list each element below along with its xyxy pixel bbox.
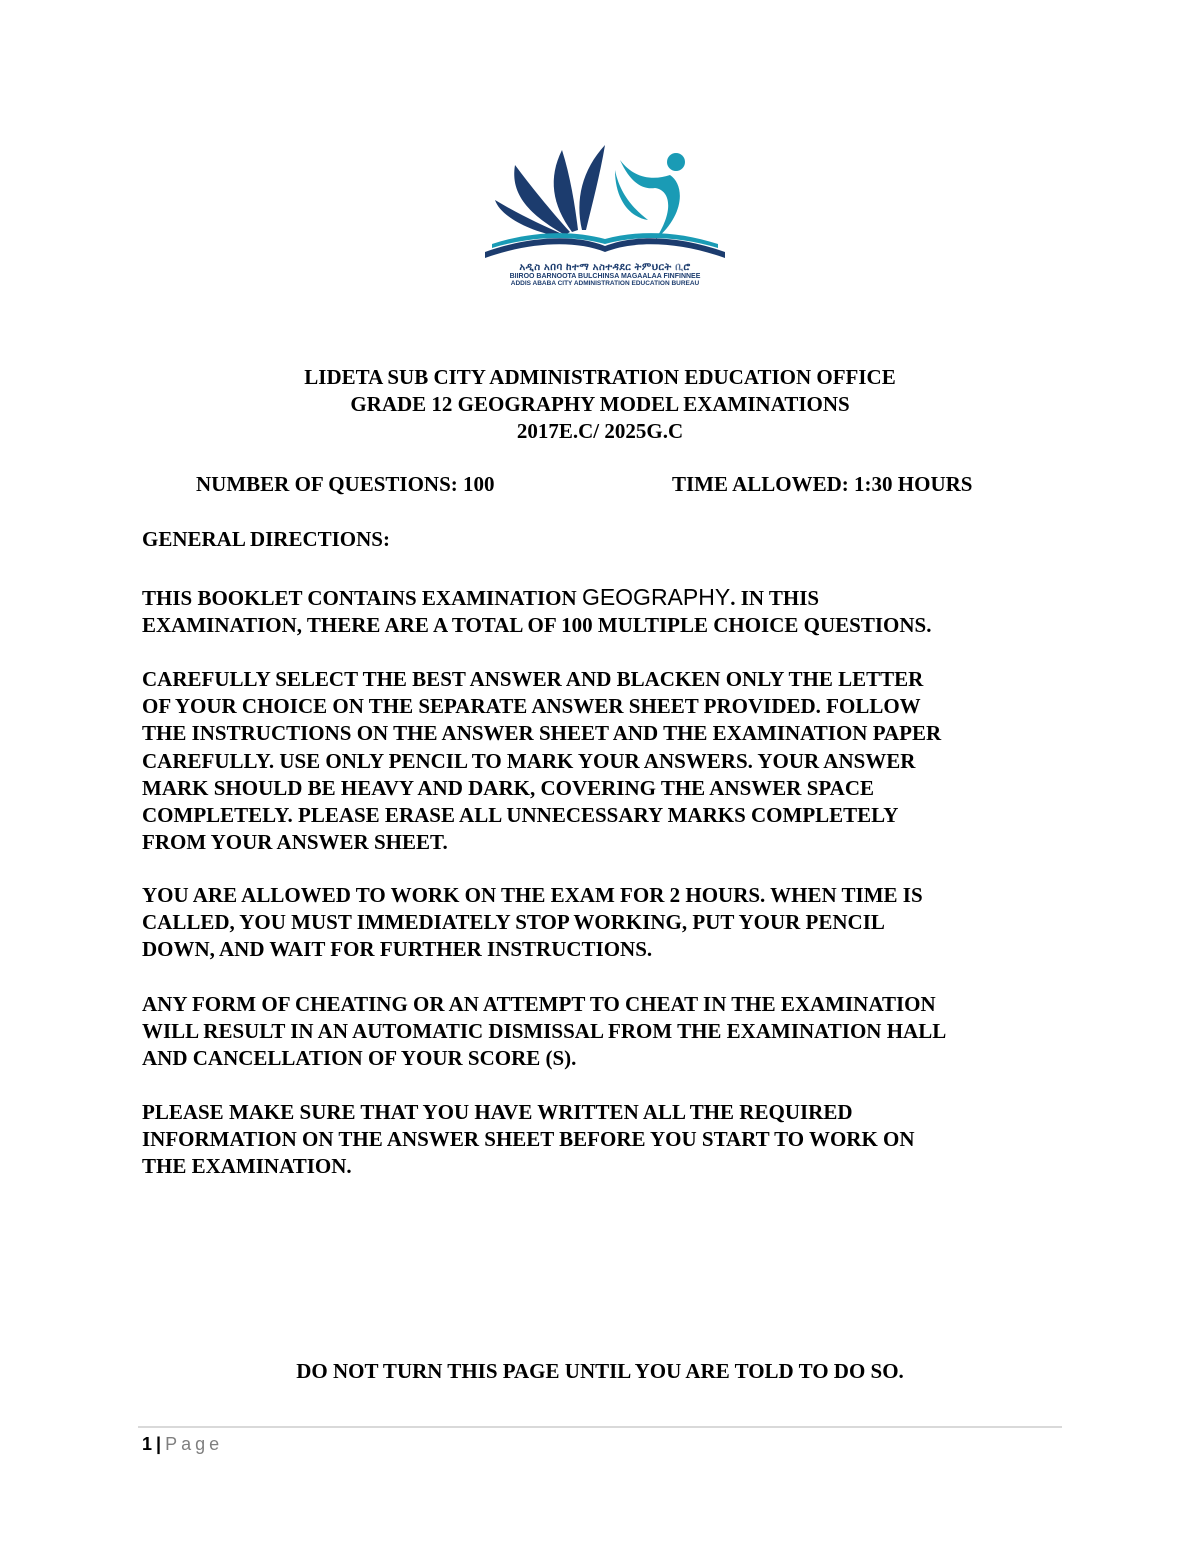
logo-amharic-text: አዲስ አበባ ከተማ አስተዳደር ትምህርት ቢሮ: [519, 262, 691, 273]
paragraph-line: COMPLETELY. PLEASE ERASE ALL UNNECESSARY MARKS COMPLETELY: [142, 803, 899, 828]
book-and-figure-logo-icon: [470, 140, 740, 265]
page-footer: [142, 1434, 223, 1455]
logo-oromo-text: BIIROO BARNOOTA BULCHINSA MAGAALAA FINFINNEE: [509, 273, 701, 280]
subject-name: GEOGRAPHY: [581, 584, 731, 610]
exam-year: 2017E.C/ 2025G.C: [516, 419, 684, 443]
page-separator: |: [156, 1434, 162, 1454]
paragraph-line: EXAMINATION, THERE ARE A TOTAL OF 100 MULTIPLE CHOICE QUESTIONS.: [142, 613, 932, 638]
paragraph-line: CAREFULLY. USE ONLY PENCIL TO MARK YOUR ANSWERS. YOUR ANSWER: [142, 748, 916, 773]
text-segment: THIS BOOKLET CONTAINS EXAMINATION: [142, 586, 582, 610]
footer-divider: [138, 1426, 1062, 1428]
paragraph-line: INFORMATION ON THE ANSWER SHEET BEFORE YOU START TO WORK ON: [142, 1127, 915, 1152]
paragraph-line: ANY FORM OF CHEATING OR AN ATTEMPT TO CHEAT IN THE EXAMINATION: [142, 992, 936, 1016]
paragraph-line: THE EXAMINATION.: [142, 1154, 352, 1179]
number-of-questions: NUMBER OF QUESTIONS: 100: [196, 472, 495, 496]
paragraph-line: OF YOUR CHOICE ON THE SEPARATE ANSWER SHEET PROVIDED. FOLLOW: [142, 694, 921, 719]
page-number: 1: [142, 1434, 153, 1454]
paragraph-line: CALLED, YOU MUST IMMEDIATELY STOP WORKING, PUT YOUR PENCIL: [142, 910, 885, 935]
paragraph-line: [142, 584, 1072, 612]
paragraph-line: THE INSTRUCTIONS ON THE ANSWER SHEET AND THE EXAMINATION PAPER: [142, 721, 942, 746]
closing-note: DO NOT TURN THIS PAGE UNTIL YOU ARE TOLD TO DO SO.: [296, 1359, 904, 1383]
paragraph-line: DOWN, AND WAIT FOR FURTHER INSTRUCTIONS.: [142, 937, 653, 962]
paragraph-line: YOU ARE ALLOWED TO WORK ON THE EXAM FOR 2 HOURS. WHEN TIME IS: [142, 883, 923, 907]
paragraph-line: MARK SHOULD BE HEAVY AND DARK, COVERING THE ANSWER SPACE: [142, 775, 874, 800]
exam-title: GRADE 12 GEOGRAPHY MODEL EXAMINATIONS: [350, 392, 850, 416]
paragraph-line: FROM YOUR ANSWER SHEET.: [142, 830, 448, 855]
paragraph-line: WILL RESULT IN AN AUTOMATIC DISMISSAL FROM THE EXAMINATION HALL: [142, 1019, 947, 1044]
directions-paragraph-1: [142, 584, 1072, 639]
directions-paragraph-4: [142, 991, 1072, 1073]
directions-heading: GENERAL DIRECTIONS:: [142, 527, 390, 551]
office-title: LIDETA SUB CITY ADMINISTRATION EDUCATION OFFICE: [304, 365, 896, 389]
time-allowed: TIME ALLOWED: 1:30 HOURS: [672, 472, 973, 496]
paragraph-line: CAREFULLY SELECT THE BEST ANSWER AND BLACKEN ONLY THE LETTER: [142, 667, 924, 691]
paragraph-line: AND CANCELLATION OF YOUR SCORE (S).: [142, 1046, 577, 1071]
directions-paragraph-3: [142, 882, 1072, 964]
directions-paragraph-2: [142, 666, 1072, 856]
page-label: Page: [165, 1434, 224, 1454]
education-bureau-logo: [470, 140, 740, 295]
logo-english-text: ADDIS ABABA CITY ADMINISTRATION EDUCATION BUREAU: [510, 280, 700, 287]
text-segment: . IN THIS: [730, 586, 820, 610]
paragraph-line: PLEASE MAKE SURE THAT YOU HAVE WRITTEN ALL THE REQUIRED: [142, 1100, 853, 1124]
directions-paragraph-5: [142, 1099, 1072, 1181]
exam-header: [0, 364, 1200, 445]
